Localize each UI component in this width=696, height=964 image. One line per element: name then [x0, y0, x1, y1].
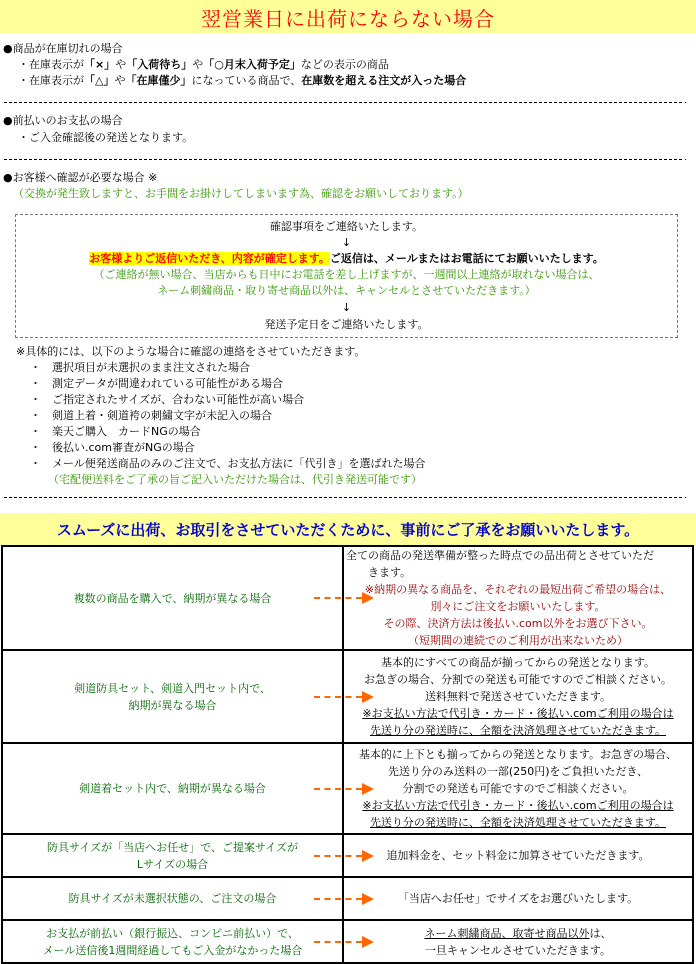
row-condition [2, 877, 343, 920]
flow-arrow-down-icon: ↓ [341, 301, 352, 314]
policy-text: 「当店へお任せ」でサイズをお選びいたします。 [397, 892, 639, 905]
out-of-stock-line-1 [18, 58, 389, 72]
row-policy [343, 743, 693, 834]
flow-step-2-highlight: お客様よりご返信いただき、内容が確定します。 [89, 252, 330, 265]
condition-text: お支払が前払い（銀行振込、コンビニ前払い）で、 [46, 926, 299, 940]
flow-note-2: ネーム刺繍商品・取り寄せ商品以外は、キャンセルとさせていただきます。） [157, 284, 536, 297]
condition-text: Lサイズの場合 [136, 857, 209, 871]
divider [4, 159, 682, 160]
flow-note-1: （ご連絡が無い場合、当店からも日中にお電話を差し上げますが、一週間以上連絡が取れない場合は、 [93, 268, 600, 281]
row-policy [343, 546, 693, 650]
details-items-note: （宅配便送料をご了承の旨ご記入いただけた場合は、代引き発送可能です） [48, 473, 422, 486]
table-row [2, 546, 693, 650]
confirmation-note: （交換が発生致しますと、お手間をお掛けしてしまいます為、確認をお願いしております。） [13, 187, 469, 200]
condition-text: 剣道着セット内で、納期が異なる場合 [79, 782, 266, 795]
row-condition [2, 834, 343, 877]
row-policy [343, 920, 693, 963]
text: などの表示の商品 [300, 58, 389, 71]
divider [4, 497, 682, 498]
policy-text: 分割での発送も可能ですのでご相談ください。 [402, 782, 634, 795]
status-cross: 「×」 [84, 58, 116, 71]
agreement-table [1, 545, 694, 964]
policy-text: ※お支払い方法で代引き・カード・後払い.comご利用の場合は [362, 799, 674, 812]
details-item: ・ 楽天ご購入 カードNGの場合 [30, 425, 201, 438]
text: ・在庫表示が [18, 74, 84, 87]
arrow-right-icon [314, 850, 374, 862]
details-item: ・ 後払い.com審査がNGの場合 [30, 441, 195, 454]
agreement-title-bar [0, 513, 696, 546]
status-triangle: 「△」 [84, 74, 115, 87]
table-row [2, 650, 693, 743]
policy-text: （短期間の連続でのご利用が出来ないため） [408, 634, 628, 647]
page-title-bar [0, 0, 696, 33]
flow-step-2-rest: ご返信は、メールまたはお電話にてお願いいたします。 [329, 252, 604, 265]
section-heading-confirmation: ●お客様へ確認が必要な場合 ※ [3, 171, 158, 184]
arrow-right-icon [314, 783, 374, 795]
arrow-right-icon [314, 936, 374, 948]
policy-text: ※お支払い方法で代引き・カード・後払い.comご利用の場合は [362, 707, 674, 720]
details-item: ・ ご指定されたサイズが、合わない可能性が高い場合 [30, 393, 305, 406]
row-condition [2, 920, 343, 963]
policy-text: お急ぎの場合、分割での発送も可能ですのでご相談ください。 [364, 673, 672, 686]
flow-step-1: 確認事項をご連絡いたします。 [269, 220, 424, 233]
prepayment-line-1: ・ご入金確認後の発送となります。 [18, 131, 194, 144]
policy-text: ※納期の異なる商品を、それぞれの最短出荷ご希望の場合は、 [364, 583, 672, 596]
table-row [2, 834, 693, 877]
flow-step-2 [16, 252, 677, 266]
policy-text: きます。 [346, 566, 412, 579]
condition-text: 防具サイズが未選択状態の、ご注文の場合 [68, 892, 277, 905]
text: や [192, 58, 204, 71]
row-policy [343, 834, 693, 877]
text: や [115, 58, 127, 71]
policy-text: 送料無料で発送させていただきます。 [424, 690, 612, 703]
text: ・在庫表示が [18, 58, 84, 71]
text-exceeds-stock: 在庫数を超える注文が入った場合 [301, 74, 467, 87]
policy-text: 追加料金を、セット料金に加算させていただきます。 [386, 849, 650, 862]
agreement-title: スムーズに出荷、お取引をさせていただくために、事前にご了承をお願いいたします。 [56, 521, 640, 539]
page-title: 翌営業日に出荷にならない場合 [201, 7, 495, 31]
policy-text: 先送り分のみ送料の一部(250円)をご負担いただき、 [387, 765, 649, 778]
details-item: ・ メール便発送商品のみのご注文で、お支払方法に「代引き」を選ばれた場合 [30, 457, 426, 470]
flow-arrow-down-icon: ↓ [341, 236, 352, 249]
condition-text: メール送信後1週間経過してもご入金がなかった場合 [42, 943, 303, 957]
condition-text: 剣道防具セット、剣道入門セット内で、 [74, 681, 271, 695]
status-scheduled: 「○月末入荷予定」 [203, 58, 301, 71]
details-item: ・ 測定データが間違われている可能性がある場合 [30, 377, 283, 390]
policy-text: 基本的にすべての商品が揃ってからの発送となります。 [381, 656, 655, 669]
row-policy [343, 650, 693, 743]
status-awaiting: 「入荷待ち」 [126, 58, 193, 71]
policy-text: ネーム刺繍商品、取寄せ商品以外 [424, 926, 590, 940]
policy-text: 一旦キャンセルさせていただきます。 [424, 943, 612, 957]
flow-step-3: 発送予定日をご連絡いたします。 [264, 318, 429, 331]
text: や [114, 74, 126, 87]
section-heading-out-of-stock: ●商品が在庫切れの場合 [3, 42, 123, 55]
status-low-stock: 「在庫僅少」 [125, 74, 192, 87]
out-of-stock-line-2 [18, 74, 466, 88]
details-intro: ※具体的には、以下のような場合に確認の連絡をさせていただきます。 [16, 345, 366, 358]
arrow-right-icon [314, 691, 374, 703]
row-condition [2, 546, 343, 650]
condition-text: 納期が異なる場合 [128, 698, 217, 712]
policy-text: は、 [589, 926, 612, 940]
arrow-right-icon [314, 893, 374, 905]
condition-text: 防具サイズが「当店へお任せ」で、ご提案サイズが [46, 840, 299, 854]
condition-text: 複数の商品を購入で、納期が異なる場合 [73, 591, 272, 605]
row-condition [2, 650, 343, 743]
table-row [2, 743, 693, 834]
text: になっている商品で、 [191, 74, 302, 87]
policy-text: 基本的に上下とも揃ってからの発送となります。お急ぎの場合、 [358, 748, 678, 761]
policy-text: 全ての商品の発送準備が整った時点での品出荷とさせていただ [346, 549, 654, 562]
table-row [2, 877, 693, 920]
policy-text: その際、決済方法は後払い.com以外をお選び下さい。 [383, 617, 653, 630]
policy-text: 別々にご注文をお願いいたします。 [430, 600, 606, 613]
details-item: ・ 選択項目が未選択のまま注文された場合 [30, 361, 250, 374]
row-policy [343, 877, 693, 920]
row-condition [2, 743, 343, 834]
confirmation-flow-box [15, 214, 678, 338]
divider [4, 102, 682, 103]
table-row [2, 920, 693, 963]
arrow-right-icon [314, 592, 374, 604]
policy-text: 先送り分の発送時に、全額を決済処理させていただきます。 [369, 724, 667, 737]
details-item: ・ 剣道上着・剣道袴の刺繍文字が未記入の場合 [30, 409, 272, 422]
section-heading-prepayment: ●前払いのお支払の場合 [3, 114, 123, 127]
policy-text: 先送り分の発送時に、全額を決済処理させていただきます。 [369, 816, 667, 829]
